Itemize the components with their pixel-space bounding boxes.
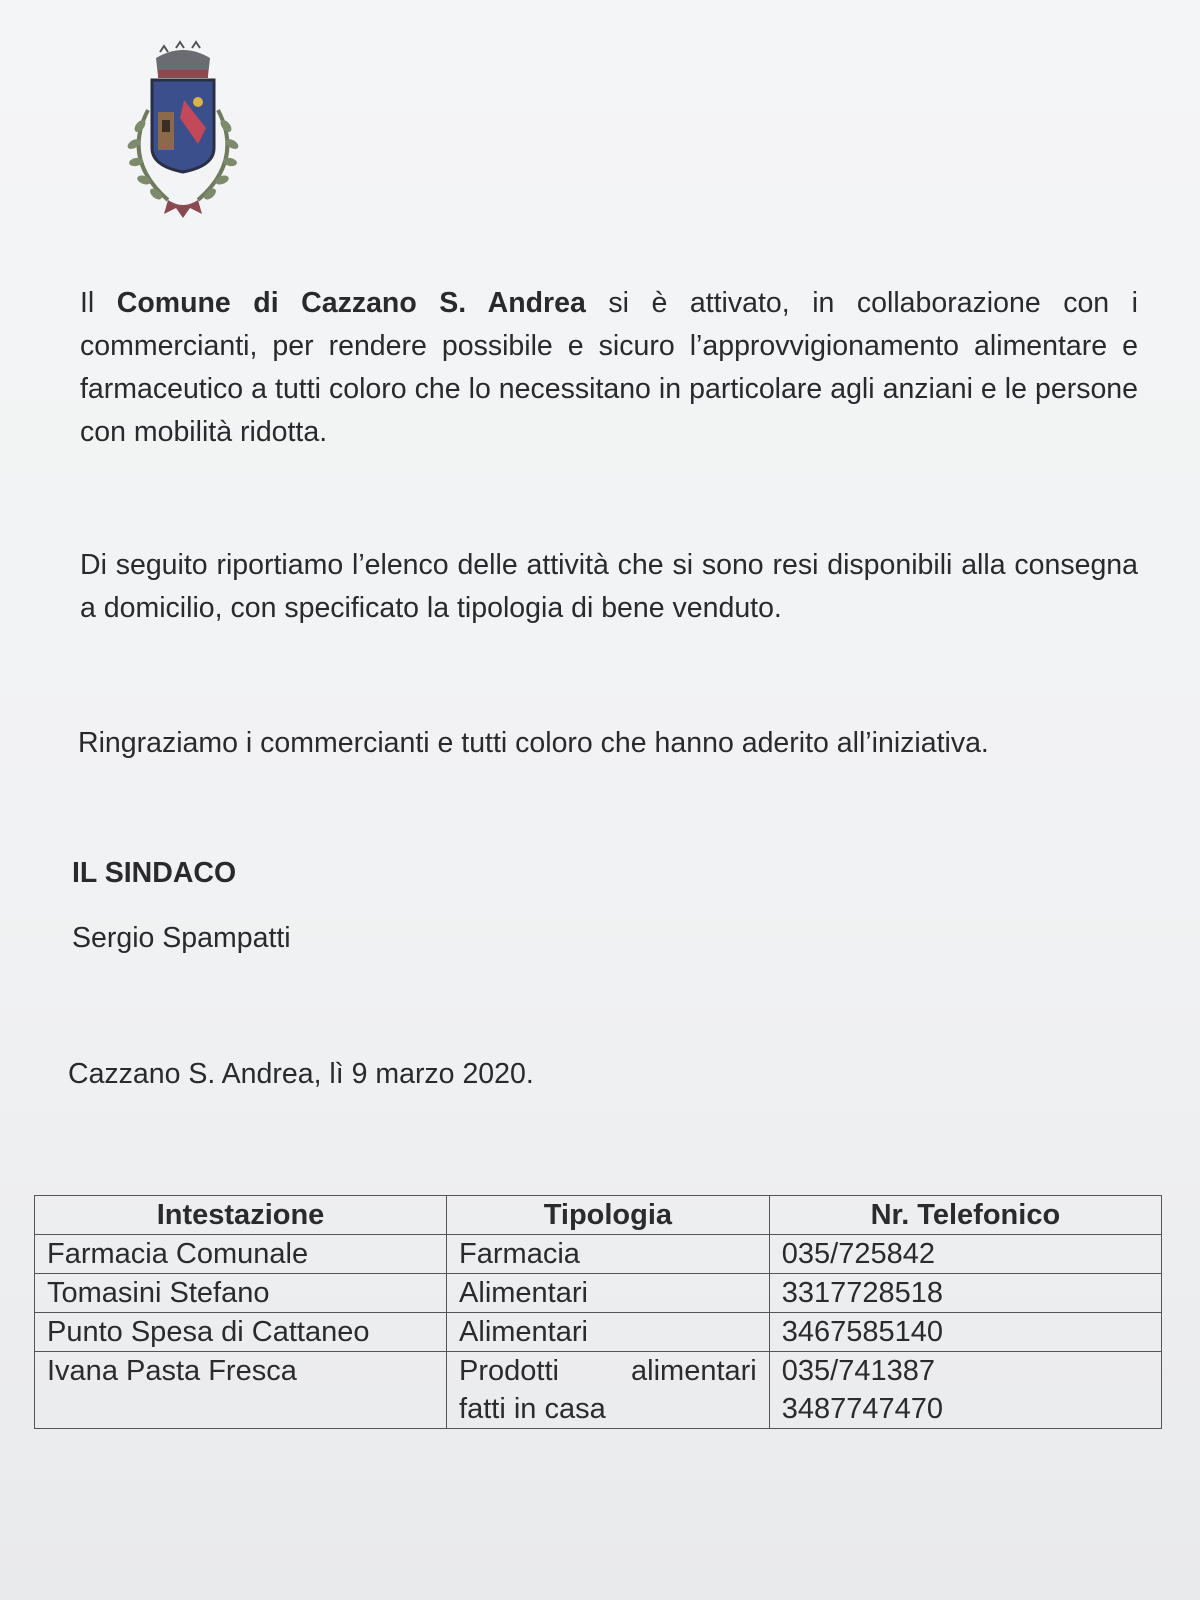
header-telefono: Nr. Telefonico: [769, 1196, 1161, 1235]
cell-type-line2: fatti in casa: [459, 1393, 606, 1425]
table-row: [35, 1235, 1162, 1274]
cell-phone-line1: 035/741387: [781, 1355, 935, 1387]
header-intestazione: Intestazione: [35, 1196, 447, 1235]
cell-phone: 3467585140: [769, 1313, 1161, 1352]
cell-name: Ivana Pasta Fresca: [35, 1352, 447, 1429]
cell-phone: 3317728518: [769, 1274, 1161, 1313]
merchants-table: [34, 1195, 1162, 1429]
list-intro-paragraph: Di seguito riportiamo l’elenco delle attività che si sono resi disponibili alla consegna a domicilio, con specificato la tipologia di bene venduto.: [80, 549, 1138, 624]
table-row: [35, 1352, 1162, 1429]
cell-type: Alimentari: [447, 1274, 770, 1313]
table-row: [35, 1313, 1162, 1352]
cell-type-line1: Prodotti alimentari: [459, 1355, 757, 1387]
intro-paragraph: [80, 282, 1138, 454]
cell-phone: 035/725842: [769, 1235, 1161, 1274]
intro-text: si è attivato, in collaborazione con i commercianti, per rendere possibile e sicuro l’approvvigionamento alimentare e farmaceutico a tutti coloro che lo necessitano in particolare agli anziani e le persone con mobilità ridotta.: [80, 287, 1139, 448]
cell-name: Tomasini Stefano: [35, 1274, 447, 1313]
cell-phone-line2: 3487747470: [781, 1393, 944, 1425]
cell-name: Farmacia Comunale: [35, 1235, 447, 1274]
intro-lead: Il: [80, 287, 95, 319]
cell-type: Farmacia: [447, 1235, 770, 1274]
thanks-paragraph: Ringraziamo i commercianti e tutti coloro che hanno aderito all’iniziativa.: [78, 727, 989, 759]
cell-type: Alimentari: [447, 1313, 770, 1352]
table-header-row: [35, 1196, 1162, 1235]
municipality-name: Comune di Cazzano S. Andrea: [116, 287, 586, 319]
coat-of-arms-icon: [118, 40, 248, 225]
header-tipologia: Tipologia: [447, 1196, 770, 1235]
cell-type-multiline: [447, 1352, 770, 1429]
place-date: Cazzano S. Andrea, lì 9 marzo 2020.: [68, 1058, 534, 1090]
signature-name: Sergio Spampatti: [72, 922, 291, 954]
cell-name: Punto Spesa di Cattaneo: [35, 1313, 447, 1352]
cell-phone-multiline: [769, 1352, 1161, 1429]
table-row: [35, 1274, 1162, 1313]
signature-title: IL SINDACO: [72, 857, 237, 889]
